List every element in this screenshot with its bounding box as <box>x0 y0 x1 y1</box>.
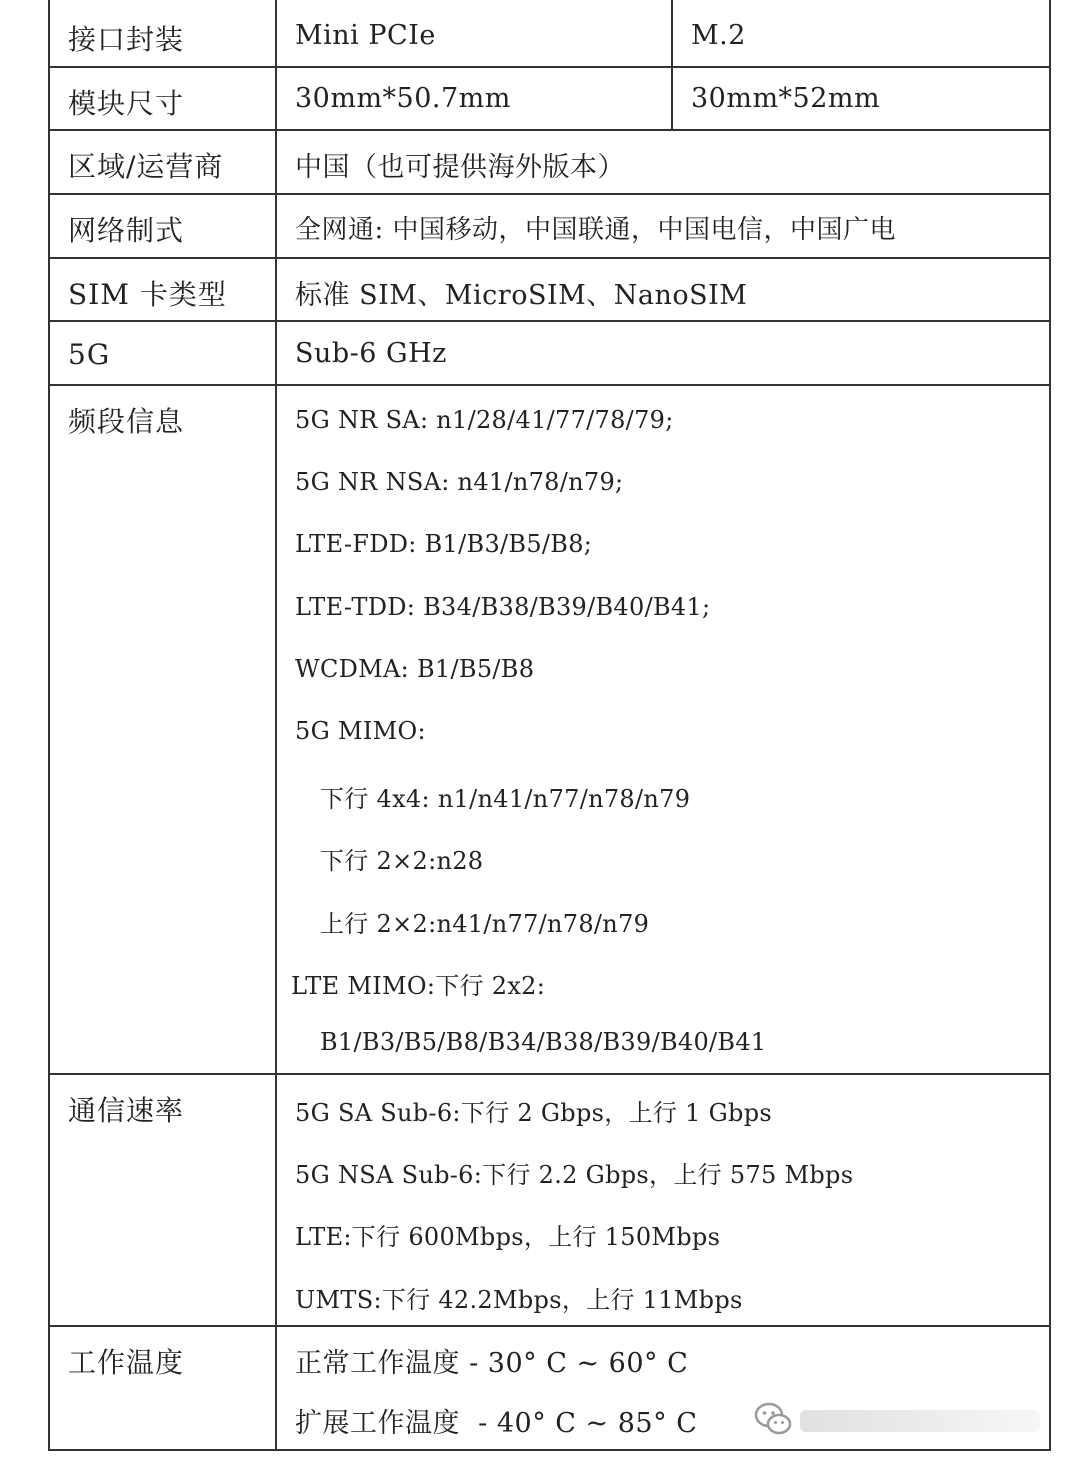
rate-line: 5G NSA Sub-6:下行 2.2 Gbps，上行 575 Mbps <box>295 1161 854 1189</box>
row-value: 全网通: 中国移动，中国联通，中国电信，中国广电 <box>295 215 897 245</box>
table-row <box>50 259 1049 322</box>
row-label: 5G <box>68 338 111 371</box>
spec-table <box>48 0 1051 1451</box>
row-value: 30mm*50.7mm <box>295 83 511 114</box>
row-label-cell <box>50 259 277 320</box>
value-cell-rates <box>277 1075 1049 1325</box>
value-cell-bands <box>277 386 1049 1073</box>
row-label: 通信速率 <box>68 1094 185 1127</box>
value-cell <box>277 322 1049 384</box>
row-value: M.2 <box>691 20 746 51</box>
value-cell <box>673 68 1049 129</box>
band-line: 5G NR SA: n1/28/41/77/78/79; <box>295 406 674 434</box>
row-label: 网络制式 <box>68 214 185 247</box>
row-label: 接口封装 <box>68 23 185 56</box>
value-cell <box>277 68 673 129</box>
value-cell <box>277 259 1049 320</box>
band-line: 上行 2×2:n41/n77/n78/n79 <box>320 910 650 938</box>
value-cell <box>277 195 1049 257</box>
band-line: 下行 2×2:n28 <box>320 847 484 875</box>
value-cell-mini-pcie <box>277 0 673 66</box>
band-line: 5G MIMO: <box>295 717 426 745</box>
table-row <box>50 68 1049 131</box>
band-line: 下行 4x4: n1/n41/n77/n78/n79 <box>320 785 691 813</box>
rate-line: LTE:下行 600Mbps，上行 150Mbps <box>295 1223 721 1251</box>
row-value: 标准 SIM、MicroSIM、NanoSIM <box>295 280 748 311</box>
band-line: B1/B3/B5/B8/B34/B38/B39/B40/B41 <box>320 1028 767 1056</box>
wechat-icon <box>752 1398 794 1440</box>
row-label-cell <box>50 68 277 129</box>
row-value: 30mm*52mm <box>691 83 881 114</box>
table-row-rates <box>50 1075 1049 1327</box>
row-label-cell <box>50 131 277 193</box>
row-label-cell <box>50 1327 277 1449</box>
watermark-blurred-text <box>800 1410 1040 1432</box>
row-label: 区域/运营商 <box>68 150 224 183</box>
row-label-cell <box>50 195 277 257</box>
row-value: 中国（也可提供海外版本） <box>295 152 625 183</box>
band-line: 5G NR NSA: n41/n78/n79; <box>295 468 624 496</box>
watermark <box>752 1398 1042 1442</box>
row-label: 频段信息 <box>68 405 185 438</box>
table-row <box>50 0 1049 68</box>
rate-line: UMTS:下行 42.2Mbps，上行 11Mbps <box>295 1286 743 1314</box>
row-value: Mini PCIe <box>295 20 436 51</box>
table-row-bands <box>50 386 1049 1075</box>
rate-line: 5G SA Sub-6:下行 2 Gbps，上行 1 Gbps <box>295 1099 772 1127</box>
row-label: 模块尺寸 <box>68 87 185 120</box>
table-row <box>50 322 1049 386</box>
row-value: Sub-6 GHz <box>295 338 447 369</box>
row-label-cell <box>50 386 277 1073</box>
row-label: 工作温度 <box>68 1346 185 1379</box>
row-label-cell <box>50 1075 277 1325</box>
row-label: SIM 卡类型 <box>68 278 227 311</box>
temp-line: 正常工作温度 - 30° C ~ 60° C <box>295 1348 689 1379</box>
band-line: LTE MIMO:下行 2x2: <box>291 972 546 1000</box>
band-line: WCDMA: B1/B5/B8 <box>295 655 535 683</box>
table-row <box>50 131 1049 195</box>
temp-line: 扩展工作温度 - 40° C ~ 85° C <box>295 1408 698 1439</box>
value-cell <box>277 131 1049 193</box>
row-label-cell <box>50 322 277 384</box>
band-line: LTE-TDD: B34/B38/B39/B40/B41; <box>295 593 711 621</box>
row-label-cell <box>50 0 277 66</box>
value-cell-m2 <box>673 0 1049 66</box>
band-line: LTE-FDD: B1/B3/B5/B8; <box>295 530 593 558</box>
table-row <box>50 195 1049 259</box>
